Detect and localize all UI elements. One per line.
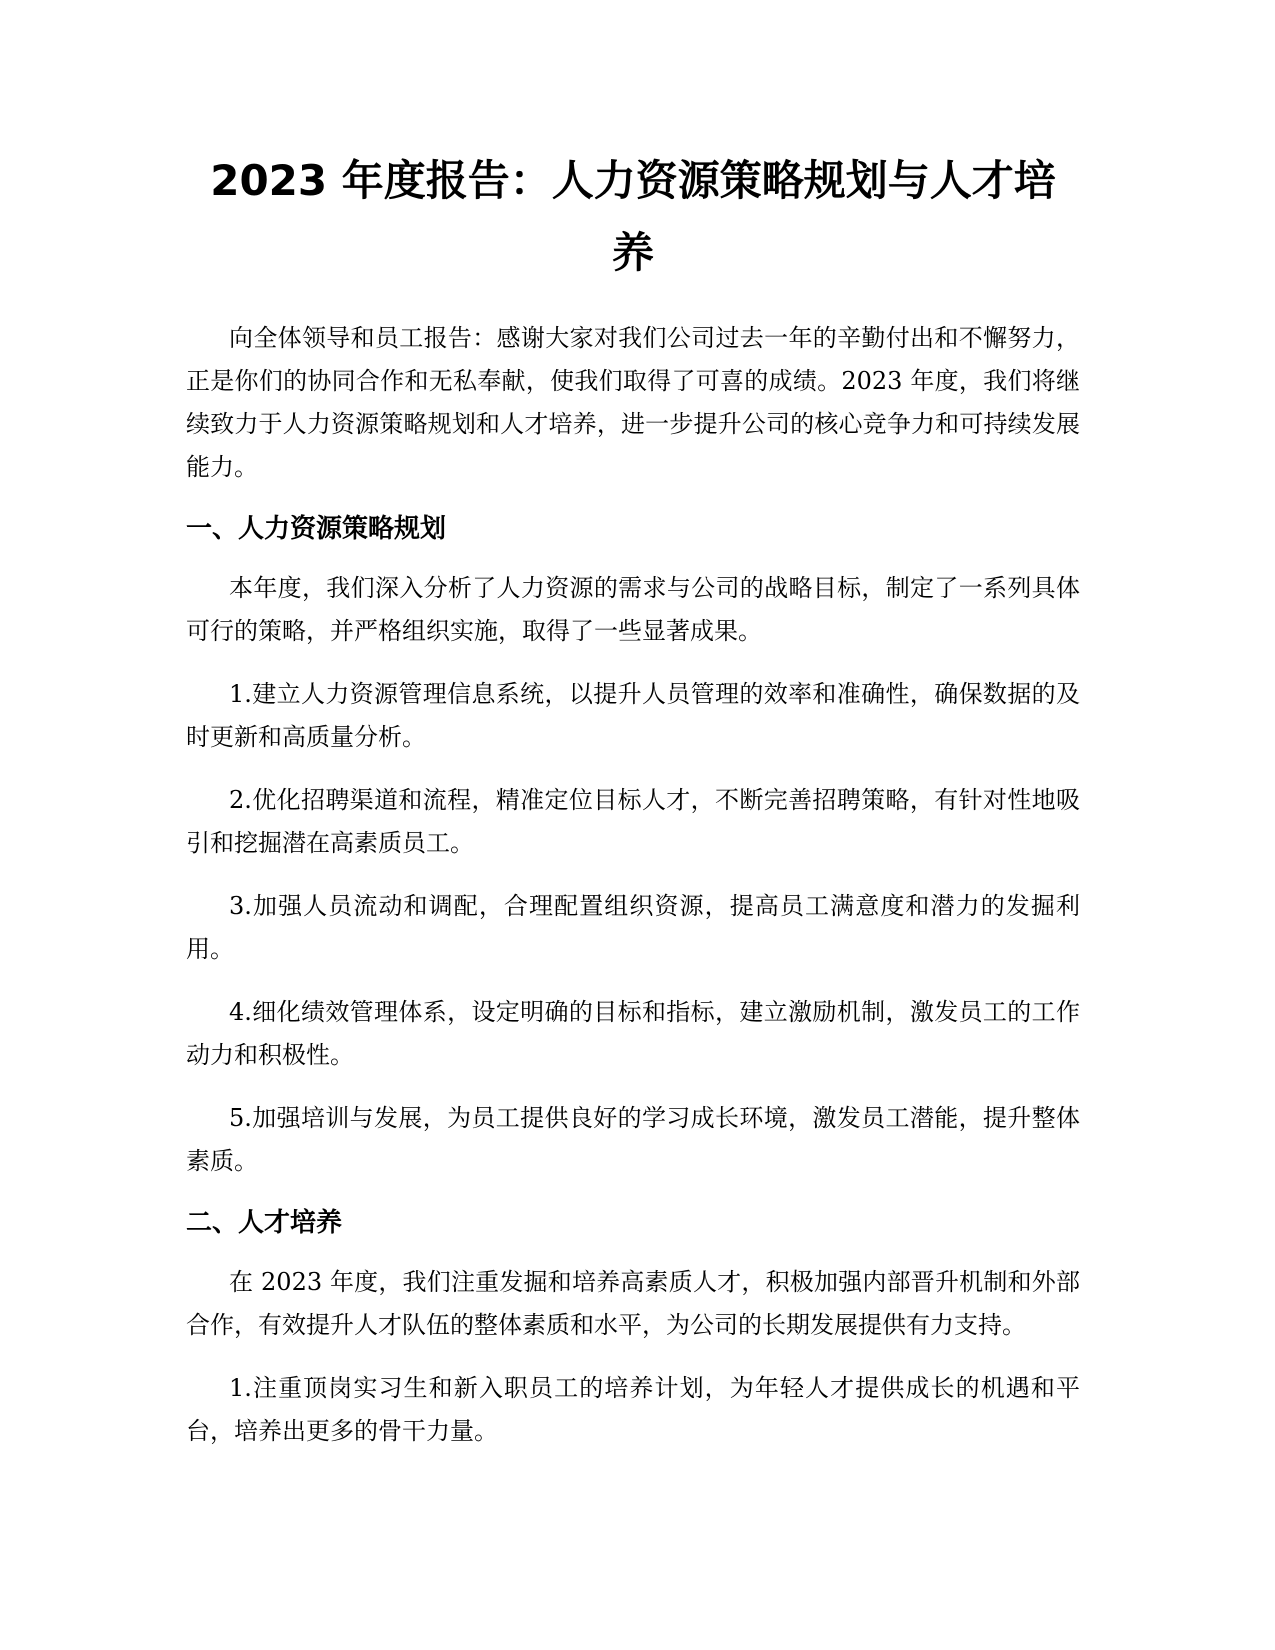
list-item: 1.建立人力资源管理信息系统，以提升人员管理的效率和准确性，确保数据的及时更新和高质量分析。 xyxy=(186,680,1080,751)
list-item: 3.加强人员流动和调配，合理配置组织资源，提高员工满意度和潜力的发掘利用。 xyxy=(186,892,1080,963)
document-body xyxy=(186,145,1080,1473)
section-intro-paragraph: 本年度，我们深入分析了人力资源的需求与公司的战略目标，制定了一系列具体可行的策略，并严格组织实施，取得了一些显著成果。 xyxy=(186,574,1080,645)
intro-paragraph: 向全体领导和员工报告：感谢大家对我们公司过去一年的辛勤付出和不懈努力，正是你们的协同合作和无私奉献，使我们取得了可喜的成绩。2023 年度，我们将继续致力于人力资源策略规划和人才培养，进一步提升公司的核心竞争力和可持续发展能力。 xyxy=(186,324,1080,481)
list-item: 4.细化绩效管理体系，设定明确的目标和指标，建立激励机制，激发员工的工作动力和积极性。 xyxy=(186,998,1080,1069)
section-heading-hr-strategy: 一、人力资源策略规划 xyxy=(186,514,447,544)
section-intro-paragraph: 在 2023 年度，我们注重发掘和培养高素质人才，积极加强内部晋升机制和外部合作，有效提升人才队伍的整体素质和水平，为公司的长期发展提供有力支持。 xyxy=(186,1268,1080,1339)
section-heading-talent-development: 二、人才培养 xyxy=(186,1208,343,1238)
document-title: 2023 年度报告：人力资源策略规划与人才培养 xyxy=(210,156,1056,277)
list-item: 2.优化招聘渠道和流程，精准定位目标人才，不断完善招聘策略，有针对性地吸引和挖掘潜在高素质员工。 xyxy=(186,786,1080,857)
list-item: 5.加强培训与发展，为员工提供良好的学习成长环境，激发员工潜能，提升整体素质。 xyxy=(186,1104,1080,1175)
list-item: 1.注重顶岗实习生和新入职员工的培养计划，为年轻人才提供成长的机遇和平台，培养出更多的骨干力量。 xyxy=(186,1374,1080,1445)
